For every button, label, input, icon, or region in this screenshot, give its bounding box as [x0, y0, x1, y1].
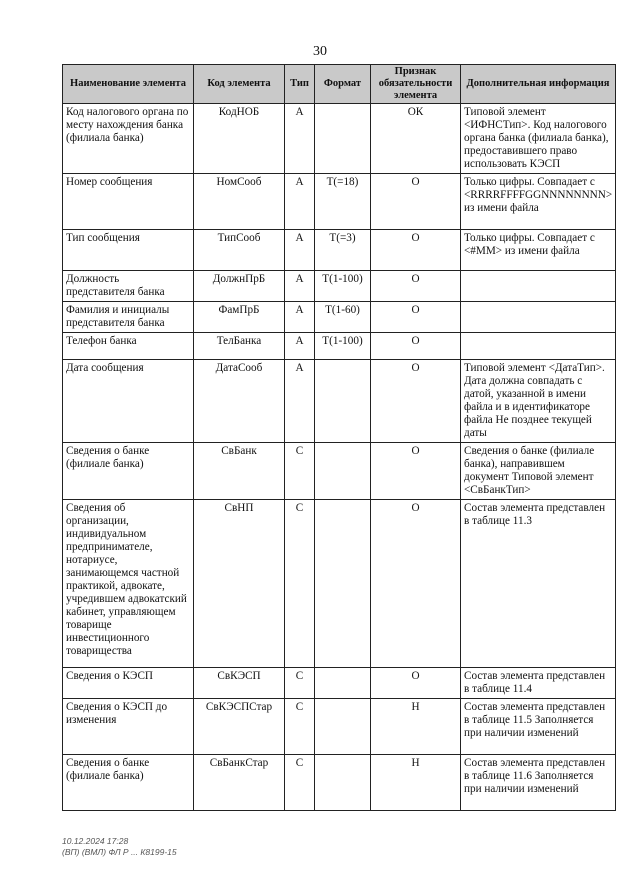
cell-required-flag: О — [371, 668, 461, 699]
cell-additional-info — [461, 302, 616, 333]
header-required-flag: Признак обязательности элемента — [371, 65, 461, 104]
table-row — [63, 360, 616, 443]
cell-element-format — [315, 360, 371, 443]
cell-element-format: Т(1-100) — [315, 333, 371, 360]
cell-element-name: Дата сообщения — [63, 360, 194, 443]
table-row — [63, 271, 616, 302]
table-row — [63, 443, 616, 500]
cell-element-name: Код налогового органа по месту нахождения банка (филиала банка) — [63, 104, 194, 174]
elements-table-wrapper — [62, 64, 615, 811]
header-additional-info: Дополнительная информация — [461, 65, 616, 104]
cell-element-type: С — [285, 443, 315, 500]
cell-element-name: Должность представителя банка — [63, 271, 194, 302]
cell-element-code: ТелБанка — [194, 333, 285, 360]
cell-required-flag: О — [371, 333, 461, 360]
header-element-name: Наименование элемента — [63, 65, 194, 104]
table-row — [63, 668, 616, 699]
cell-required-flag: О — [371, 174, 461, 230]
table-row — [63, 500, 616, 668]
cell-element-type: А — [285, 104, 315, 174]
cell-element-format — [315, 755, 371, 811]
header-element-code: Код элемента — [194, 65, 285, 104]
cell-element-code: СвБанк — [194, 443, 285, 500]
cell-element-name: Сведения о банке (филиале банка) — [63, 443, 194, 500]
cell-element-type: С — [285, 755, 315, 811]
cell-element-format — [315, 699, 371, 755]
cell-element-type: А — [285, 333, 315, 360]
cell-additional-info: Состав элемента представлен в таблице 11.3 — [461, 500, 616, 668]
cell-element-format: Т(1-60) — [315, 302, 371, 333]
cell-element-type: А — [285, 230, 315, 271]
cell-additional-info: Только цифры. Совпадает с <RRRRFFFFGGNNNNNNNN> из имени файла — [461, 174, 616, 230]
cell-element-format — [315, 104, 371, 174]
page-number: 30 — [313, 44, 327, 59]
cell-element-name: Сведения о КЭСП до изменения — [63, 699, 194, 755]
cell-element-code: КодНОБ — [194, 104, 285, 174]
cell-element-code: СвКЭСП — [194, 668, 285, 699]
footer-line-1: 10.12.2024 17:28 — [62, 836, 129, 846]
table-row — [63, 230, 616, 271]
cell-element-name: Тип сообщения — [63, 230, 194, 271]
cell-element-code: СвКЭСПСтар — [194, 699, 285, 755]
cell-element-format: Т(=18) — [315, 174, 371, 230]
cell-additional-info: Только цифры. Совпадает с <#ММ> из имени файла — [461, 230, 616, 271]
cell-element-format — [315, 668, 371, 699]
footer-stamp — [62, 836, 177, 858]
table-row — [63, 755, 616, 811]
header-type: Тип — [285, 65, 315, 104]
cell-required-flag: ОК — [371, 104, 461, 174]
cell-element-name: Сведения о КЭСП — [63, 668, 194, 699]
table-body — [63, 104, 616, 811]
cell-element-code: ДолжнПрБ — [194, 271, 285, 302]
cell-required-flag: О — [371, 443, 461, 500]
footer-line-2: (ВП) (ВМЛ) ФЛ Р ... К8199-15 — [62, 847, 177, 857]
cell-required-flag: О — [371, 302, 461, 333]
cell-required-flag: О — [371, 230, 461, 271]
table-row — [63, 333, 616, 360]
cell-additional-info: Сведения о банке (филиале банка), направившем документ Типовой элемент <СвБанкТип> — [461, 443, 616, 500]
table-row — [63, 174, 616, 230]
table-row — [63, 302, 616, 333]
cell-element-type: С — [285, 699, 315, 755]
cell-required-flag: Н — [371, 699, 461, 755]
cell-element-format: Т(=3) — [315, 230, 371, 271]
cell-element-type: С — [285, 668, 315, 699]
cell-element-name: Номер сообщения — [63, 174, 194, 230]
cell-additional-info: Типовой элемент <ИФНСТип>. Код налогового органа банка (филиала банка), предоставившего право использовать КЭСП — [461, 104, 616, 174]
cell-element-format — [315, 500, 371, 668]
cell-element-format: Т(1-100) — [315, 271, 371, 302]
cell-element-format — [315, 443, 371, 500]
cell-additional-info: Состав элемента представлен в таблице 11.5 Заполняется при наличии изменений — [461, 699, 616, 755]
cell-element-code: ФамПрБ — [194, 302, 285, 333]
cell-element-type: А — [285, 302, 315, 333]
cell-element-name: Фамилия и инициалы представителя банка — [63, 302, 194, 333]
cell-additional-info — [461, 333, 616, 360]
cell-element-type: А — [285, 271, 315, 302]
cell-element-code: СвБанкСтар — [194, 755, 285, 811]
cell-additional-info: Типовой элемент <ДатаТип>. Дата должна совпадать с датой, указанной в имени файла и в идентификаторе файла Не позднее текущей даты — [461, 360, 616, 443]
cell-additional-info: Состав элемента представлен в таблице 11.4 — [461, 668, 616, 699]
cell-element-name: Телефон банка — [63, 333, 194, 360]
table-row — [63, 699, 616, 755]
cell-element-code: НомСооб — [194, 174, 285, 230]
cell-required-flag: О — [371, 271, 461, 302]
cell-additional-info: Состав элемента представлен в таблице 11.6 Заполняется при наличии изменений — [461, 755, 616, 811]
cell-element-code: СвНП — [194, 500, 285, 668]
header-format: Формат — [315, 65, 371, 104]
cell-element-code: ДатаСооб — [194, 360, 285, 443]
cell-element-type: А — [285, 360, 315, 443]
table-header-row — [63, 65, 616, 104]
cell-required-flag: О — [371, 500, 461, 668]
cell-element-name: Сведения об организации, индивидуальном предпринимателе, нотариусе, занимающемся частной практикой, адвокате, учредившем адвокатский кабинет, управляющем товарище инвестиционного товарищества — [63, 500, 194, 668]
cell-element-type: С — [285, 500, 315, 668]
cell-element-type: А — [285, 174, 315, 230]
cell-required-flag: О — [371, 360, 461, 443]
cell-element-code: ТипСооб — [194, 230, 285, 271]
table-row — [63, 104, 616, 174]
cell-element-name: Сведения о банке (филиале банка) — [63, 755, 194, 811]
elements-table — [62, 64, 616, 811]
cell-required-flag: Н — [371, 755, 461, 811]
cell-additional-info — [461, 271, 616, 302]
